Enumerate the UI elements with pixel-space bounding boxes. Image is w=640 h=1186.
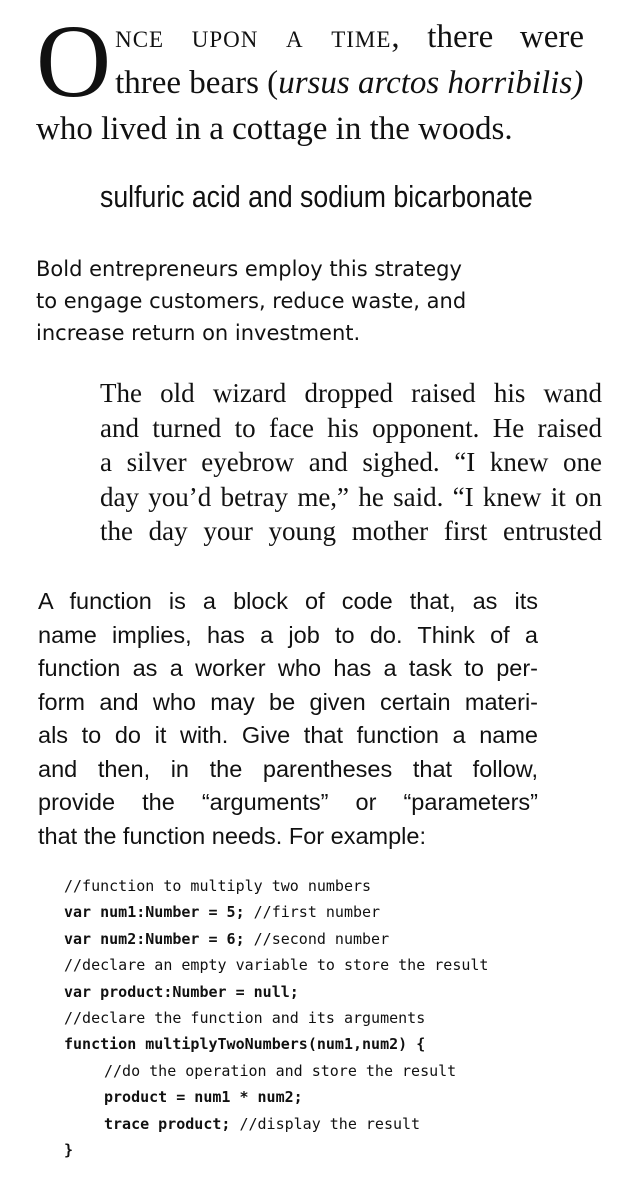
story-paragraph — [36, 4, 584, 152]
entrepreneurs-line: to engage customers, reduce waste, and — [36, 289, 467, 313]
code-statement: } — [64, 1141, 74, 1160]
story-smallcaps: nce upon a time, — [115, 19, 401, 55]
code-line — [64, 1137, 624, 1163]
code-statement: trace product; — [104, 1114, 231, 1133]
code-statement: function multiplyTwoNumbers(num1,num2) { — [64, 1035, 426, 1054]
story-italic-latin: ursus arctos horribilis) — [278, 65, 584, 101]
code-line — [64, 979, 624, 1005]
entrepreneurs-line: Bold entrepreneurs employ this strategy — [36, 257, 462, 281]
wizard-line: day you’d betray me,” he said. “I knew it on — [100, 481, 602, 512]
code-statement: var num2:Number = 6; — [64, 929, 245, 948]
code-comment: //do the operation and store the result — [104, 1061, 457, 1080]
code-comment: //declare the function and its arguments — [64, 1009, 426, 1028]
function-line: form and who may be given certain materi- — [38, 688, 538, 715]
code-comment: //display the result — [230, 1114, 421, 1133]
function-line: and then, in the parentheses that follow, — [38, 755, 538, 782]
function-line: provide the “arguments” or “parameters” — [38, 789, 538, 815]
code-line — [64, 1111, 624, 1137]
code-comment: //first number — [244, 903, 381, 922]
function-line: that the function needs. For example: — [38, 822, 426, 849]
function-line: als to do it with. Give that function a name — [38, 722, 538, 748]
wizard-line: the day your young mother first entrusted — [100, 516, 602, 546]
code-line — [64, 926, 624, 952]
code-comment: //second number — [244, 929, 390, 948]
chemistry-line: sulfuric acid and sodium bicarbonate — [100, 179, 533, 214]
entrepreneurs-paragraph — [36, 253, 546, 349]
function-line: name implies, has a job to do. Think of a — [38, 621, 538, 648]
code-statement: var product:Number = null; — [64, 982, 299, 1001]
story-line-3: who lived in a cottage in the woods. — [36, 111, 513, 147]
entrepreneurs-line: increase return on investment. — [36, 321, 361, 345]
code-line — [64, 1031, 624, 1057]
wizard-line: a silver eyebrow and sighed. “I knew one — [100, 447, 602, 477]
drop-cap: O — [36, 4, 112, 119]
code-block — [64, 873, 624, 1163]
wizard-line: The old wizard dropped raised his wand — [100, 378, 602, 408]
code-comment: //function to multiply two numbers — [64, 877, 372, 895]
story-line-2-pre: three bears ( — [115, 65, 279, 101]
code-line — [64, 1084, 624, 1110]
story-line-1-rest: there were — [427, 19, 584, 55]
function-paragraph — [38, 585, 538, 853]
story-line-2 — [36, 60, 584, 106]
story-line-1 — [36, 14, 584, 60]
code-line — [64, 899, 624, 925]
wizard-paragraph — [100, 376, 602, 549]
function-line: function as a worker who has a task to per- — [38, 655, 538, 681]
code-statement: var num1:Number = 5; — [64, 903, 245, 922]
function-line: A function is a block of code that, as its — [38, 588, 538, 614]
wizard-line: and turned to face his opponent. He raised — [100, 412, 602, 443]
code-statement: product = num1 * num2; — [104, 1088, 303, 1107]
code-comment: //declare an empty variable to store the result — [64, 956, 489, 975]
